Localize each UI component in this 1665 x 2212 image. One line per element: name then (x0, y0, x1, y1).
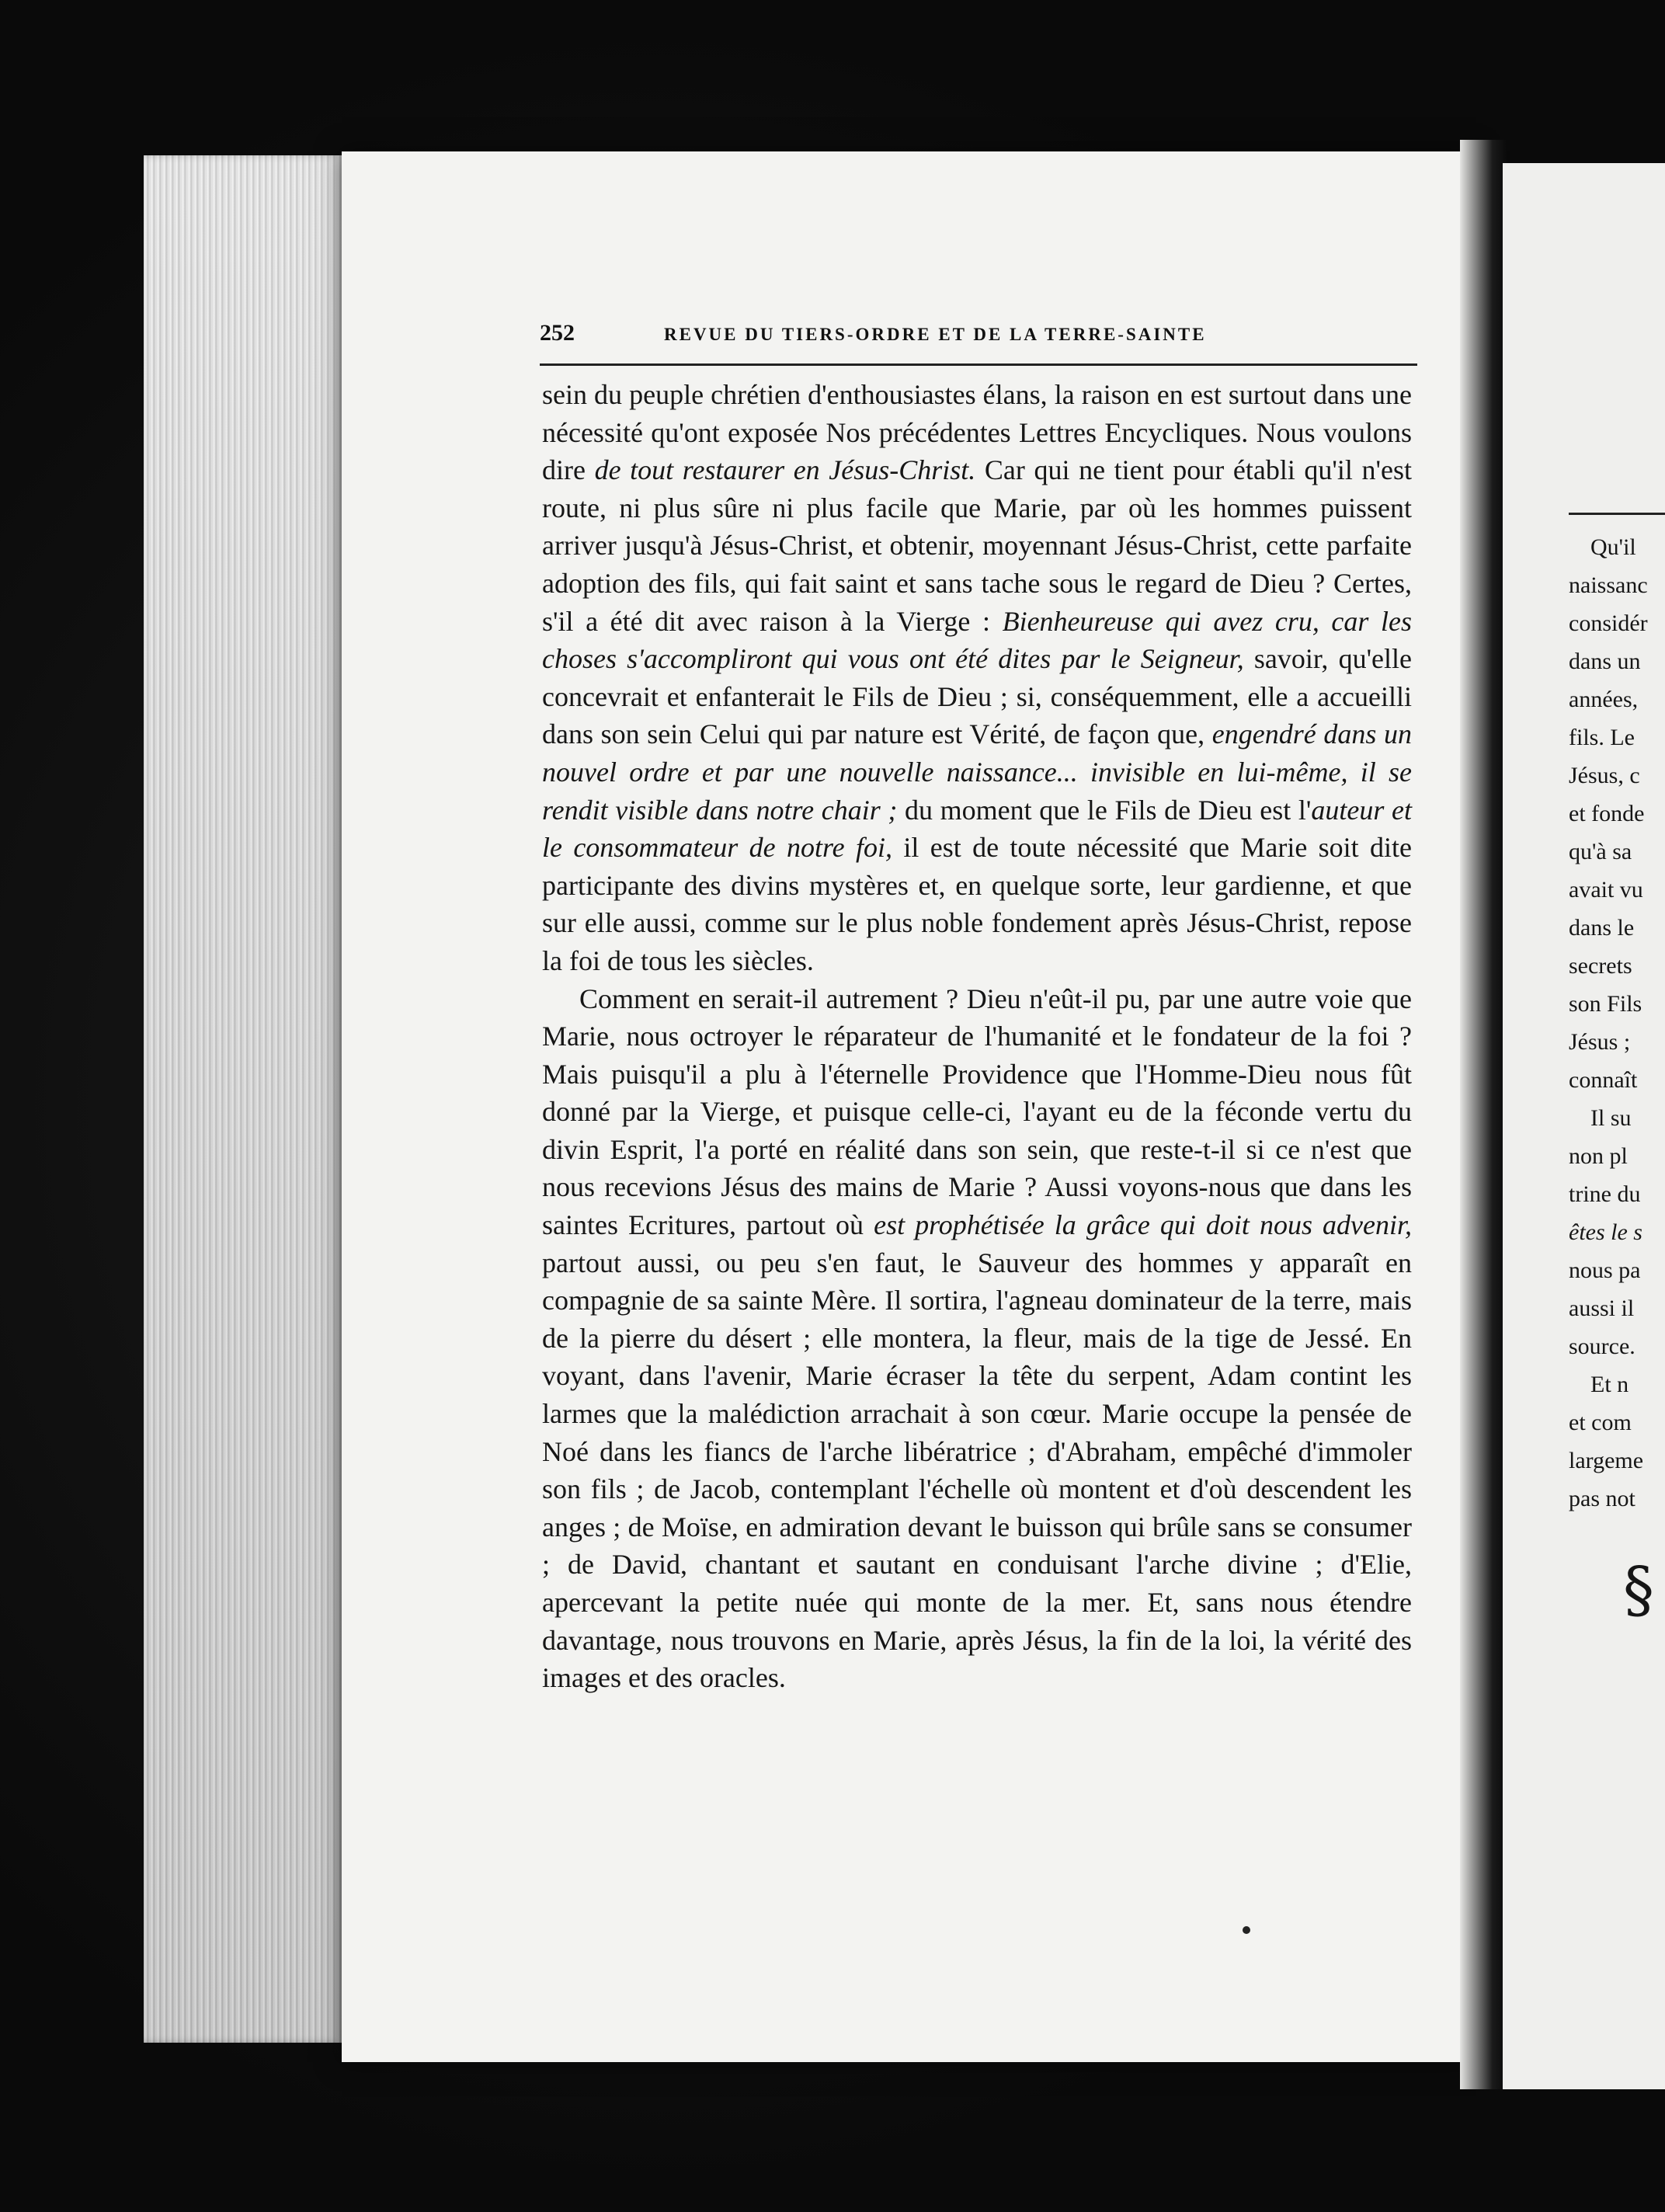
text-run: savoir, qu'elle concevrait et enfanterait le Fils de Dieu ; si, conséquemment, elle a accueilli dans son sein Celui qui par nature est Vérité, de façon que, (542, 643, 1413, 750)
right-page-line: êtes le s (1569, 1219, 1642, 1245)
right-page-line: et com (1569, 1410, 1632, 1435)
right-page-line: avait vu (1569, 877, 1643, 903)
right-page-line: Et n (1590, 1372, 1629, 1397)
right-page (1503, 163, 1665, 2089)
right-page-line: pas not (1569, 1486, 1635, 1511)
italic-quote: auteur et le consommateur de notre foi, (542, 794, 1412, 864)
right-page-line: Jésus, c (1569, 763, 1640, 788)
right-page-line: aussi il (1569, 1296, 1635, 1321)
page-header (540, 320, 1417, 359)
text-run: il est de toute nécessité que Marie soit dite participante des divins mystères et, en quelque sorte, leur gardienne, et que sur elle aussi, comme sur le plus noble fondement après Jésus-Christ, repose la foi de tous les siècles. (542, 832, 1413, 976)
paragraph (542, 980, 1412, 1697)
right-page-line: Jésus ; (1569, 1029, 1631, 1055)
text-run: partout aussi, ou peu s'en faut, le Sauveur des hommes y apparaît en compagnie de sa sainte Mère. Il sortira, l'agneau dominateur de la terre, mais de la pierre du désert ; elle montera, la fleur, mais de la tige de Jessé. En voyant, dans l'avenir, Marie écraser la tête du serpent, Adam contint les larmes que la malédiction arrachait à son cœur. Marie occupe la pensée de Noé dans les fiancs de l'arche libératrice ; d'Abraham, empêché d'immoler son fils ; de Jacob, contemplant l'échelle où montent et d'où descendent les anges ; de Moïse, en admiration devant le buisson qui brûle sans se consumer ; de David, chantant et sautant en conduisant l'arche divine ; d'Elie, apercevant la petite nuée qui monte de la mer. Et, sans nous étendre davantage, nous trouvons en Marie, après Jésus, la fin de la loi, la vérité des images et des oracles. (542, 1247, 1412, 1694)
right-page-line: secrets (1569, 953, 1632, 979)
right-page-line: considér (1569, 610, 1648, 636)
right-page-line: Il su (1590, 1105, 1632, 1131)
right-page-header-rule (1569, 513, 1665, 515)
header-rule (540, 363, 1417, 366)
right-page-line: non pl (1569, 1143, 1628, 1169)
page-edges (144, 155, 342, 2043)
italic-quote: de tout restaurer en Jésus-Christ. (594, 454, 976, 486)
right-page-line: Qu'il (1590, 534, 1636, 560)
right-page-line: et fonde (1569, 801, 1645, 826)
right-page-line: naissanc (1569, 572, 1648, 598)
italic-quote: engendré dans un nouvel ordre et par une nouvelle naissance... invisible en lui-même, il se rendit visible dans notre chair ; (542, 718, 1412, 826)
right-page-text (1569, 528, 1665, 1518)
paragraph (542, 376, 1412, 980)
right-page-line: connaît (1569, 1067, 1638, 1093)
page-number: 252 (540, 320, 575, 346)
text-run: du moment que le Fils de Dieu est l' (897, 794, 1312, 826)
ornament-icon: § (1623, 1553, 1654, 1626)
right-page-line: fils. Le (1569, 725, 1635, 750)
right-page-line: son Fils (1569, 991, 1642, 1017)
body-text (542, 376, 1412, 1697)
right-page-line: qu'à sa (1569, 839, 1632, 864)
running-title: REVUE DU TIERS-ORDRE ET DE LA TERRE-SAINTE (664, 325, 1207, 344)
right-page-line: nous pa (1569, 1257, 1641, 1283)
right-page-line: dans un (1569, 649, 1641, 674)
text-run: Comment en serait-il autrement ? Dieu n'eût-il pu, par une autre voie que Marie, nous octroyer le réparateur de l'humanité et le fondateur de la foi ? Mais puisqu'il a plu à l'éternelle Providence que l'Homme-Dieu nous fût donné par la Vierge, et puisque celle-ci, l'ayant eu de la féconde vertu du divin Esprit, l'a porté en réalité dans son sein, que reste-t-il si ce n'est que nous recevions Jésus des mains de Marie ? Aussi voyons-nous que dans les saintes Ecritures, partout où (542, 983, 1412, 1241)
right-page-line: trine du (1569, 1181, 1641, 1207)
italic-quote: est prophétisée la grâce qui doit nous advenir, (874, 1209, 1413, 1241)
text-run: sein du peuple chrétien d'enthousiastes élans, la raison en est surtout dans une nécessité qu'ont exposée Nos précédentes Lettres Encycliques. Nous voulons dire (542, 379, 1412, 486)
book-gutter (1460, 140, 1507, 2089)
ink-dot (1243, 1926, 1250, 1934)
right-page-line: largeme (1569, 1448, 1644, 1473)
italic-quote: Bienheureuse qui avez cru, car les choses s'accompliront qui vous ont été dites par le Seigneur, (542, 605, 1412, 675)
right-page-line: années, (1569, 687, 1639, 712)
right-page-line: source. (1569, 1334, 1635, 1359)
text-run: Car qui ne tient pour établi qu'il n'est route, ni plus sûre ni plus facile que Marie, par où les hommes puissent arriver jusqu'à Jésus-Christ, et obtenir, moyennant Jésus-Christ, cette parfaite adoption des fils, qui fait saint et sans tache sous le regard de Dieu ? Certes, s'il a été dit avec raison à la Vierge : (542, 454, 1412, 637)
right-page-line: dans le (1569, 915, 1635, 941)
